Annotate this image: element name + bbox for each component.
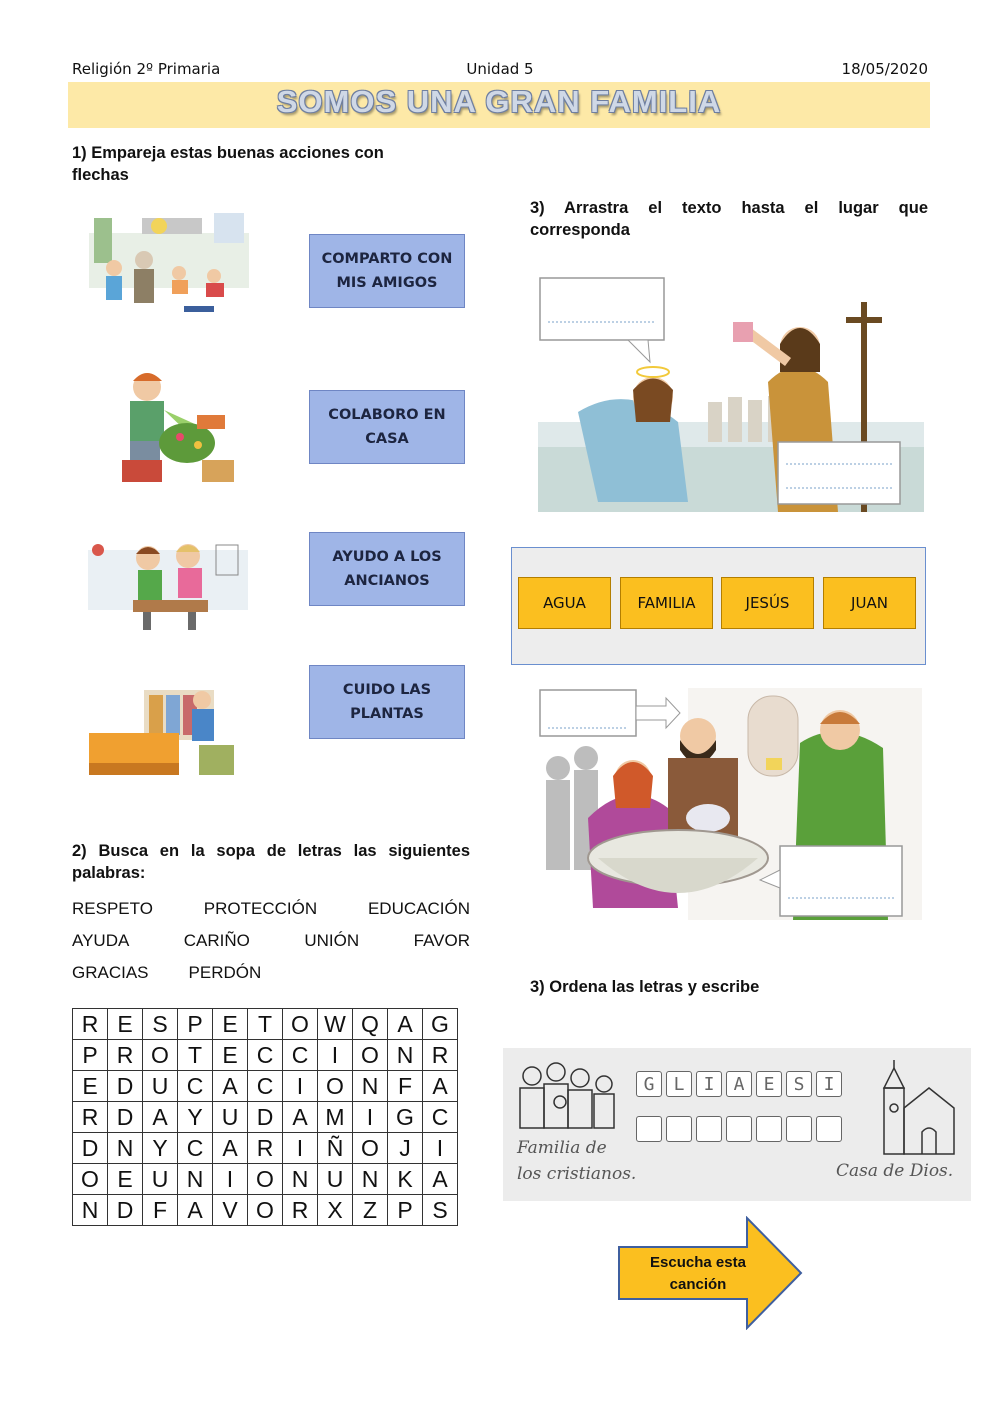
action-box-share[interactable]: COMPARTO CON MIS AMIGOS — [309, 234, 465, 308]
word-row: AYUDA CARIÑO UNIÓN FAVOR — [72, 931, 470, 950]
answer-box[interactable] — [636, 1116, 662, 1142]
answer-box[interactable] — [726, 1116, 752, 1142]
grid-cell[interactable]: I — [353, 1102, 388, 1133]
grid-cell[interactable]: C — [423, 1102, 458, 1133]
grid-cell[interactable]: O — [353, 1133, 388, 1164]
word-row: RESPETO PROTECCIÓN EDUCACIÓN — [72, 899, 470, 918]
scrambled-letter: L — [666, 1071, 692, 1097]
word-row: GRACIAS PERDÓN — [72, 963, 262, 982]
grid-cell[interactable]: U — [213, 1102, 248, 1133]
chip-agua[interactable]: AGUA — [518, 577, 611, 629]
scrambled-letter: A — [726, 1071, 752, 1097]
grid-cell[interactable]: A — [143, 1102, 178, 1133]
grid-cell[interactable]: D — [108, 1102, 143, 1133]
grid-cell[interactable]: R — [73, 1102, 108, 1133]
church-icon — [874, 1058, 960, 1162]
grid-cell[interactable]: N — [108, 1133, 143, 1164]
grid-cell[interactable]: X — [318, 1195, 353, 1226]
grid-cell[interactable]: U — [143, 1071, 178, 1102]
grid-cell[interactable]: K — [388, 1164, 423, 1195]
grid-cell[interactable]: D — [73, 1133, 108, 1164]
grid-cell[interactable]: Ñ — [318, 1133, 353, 1164]
answer-box[interactable] — [816, 1116, 842, 1142]
grid-cell[interactable]: C — [248, 1040, 283, 1071]
word-search-grid[interactable] — [72, 1008, 458, 1226]
grid-cell[interactable]: O — [353, 1040, 388, 1071]
grid-cell[interactable]: G — [423, 1009, 458, 1040]
grid-cell[interactable]: A — [213, 1133, 248, 1164]
grid-cell[interactable]: D — [108, 1071, 143, 1102]
grid-cell[interactable]: N — [388, 1040, 423, 1071]
grid-cell[interactable]: U — [318, 1164, 353, 1195]
grid-cell[interactable]: C — [248, 1071, 283, 1102]
grid-cell[interactable]: E — [108, 1009, 143, 1040]
grid-row — [73, 1009, 458, 1040]
grid-cell[interactable]: I — [283, 1071, 318, 1102]
grid-cell[interactable]: D — [108, 1195, 143, 1226]
grid-cell[interactable]: A — [423, 1071, 458, 1102]
grid-cell[interactable]: J — [388, 1133, 423, 1164]
grid-cell[interactable]: N — [178, 1164, 213, 1195]
grid-cell[interactable]: O — [143, 1040, 178, 1071]
grid-cell[interactable]: A — [283, 1102, 318, 1133]
grid-cell[interactable]: O — [283, 1009, 318, 1040]
caption-family: Familia de los cristianos. — [517, 1138, 637, 1184]
play-song-label[interactable]: Escucha esta canción — [650, 1254, 746, 1293]
grid-cell[interactable]: R — [423, 1040, 458, 1071]
grid-cell[interactable]: M — [318, 1102, 353, 1133]
grid-cell[interactable]: R — [73, 1009, 108, 1040]
caption-church: Casa de Dios. — [836, 1161, 954, 1181]
scrambled-letter: I — [816, 1071, 842, 1097]
grid-row — [73, 1133, 458, 1164]
grid-cell[interactable]: R — [283, 1195, 318, 1226]
baby-baptism-illustration — [538, 688, 922, 920]
answer-box[interactable] — [696, 1116, 722, 1142]
answer-box[interactable] — [786, 1116, 812, 1142]
word-list — [72, 893, 470, 989]
grid-cell[interactable]: R — [108, 1040, 143, 1071]
baptism-of-jesus-illustration — [538, 272, 924, 524]
grid-cell[interactable]: T — [178, 1040, 213, 1071]
q2-heading: 2) Busca en la sopa de letras las siguientes palabras: — [72, 842, 470, 882]
answer-box[interactable] — [666, 1116, 692, 1142]
grid-cell[interactable]: S — [143, 1009, 178, 1040]
header-subject: Religión 2º Primaria — [72, 60, 221, 78]
grid-cell[interactable]: A — [213, 1071, 248, 1102]
q1-heading: 1) Empareja estas buenas acciones con flechas — [72, 144, 384, 184]
grid-cell[interactable]: S — [423, 1195, 458, 1226]
scrambled-letter: G — [636, 1071, 662, 1097]
grid-cell[interactable]: N — [353, 1164, 388, 1195]
grid-cell[interactable]: Q — [353, 1009, 388, 1040]
grid-cell[interactable]: I — [213, 1164, 248, 1195]
child-tidying-room-illustration — [84, 685, 248, 785]
grid-cell[interactable]: N — [73, 1195, 108, 1226]
grid-cell[interactable]: Z — [353, 1195, 388, 1226]
grid-cell[interactable]: F — [143, 1195, 178, 1226]
scrambled-letter: E — [756, 1071, 782, 1097]
grid-cell[interactable]: I — [423, 1133, 458, 1164]
page-title: SOMOS UNA GRAN FAMILIA — [276, 84, 722, 119]
grid-row — [73, 1102, 458, 1133]
grid-cell[interactable]: G — [388, 1102, 423, 1133]
q3b-heading: 3) Ordena las letras y escribe — [530, 978, 760, 996]
grid-cell[interactable]: V — [213, 1195, 248, 1226]
chip-juan[interactable]: JUAN — [823, 577, 916, 629]
grid-row — [73, 1164, 458, 1195]
grid-row — [73, 1071, 458, 1102]
grid-cell[interactable]: W — [318, 1009, 353, 1040]
grid-cell[interactable]: A — [388, 1009, 423, 1040]
grid-cell[interactable]: C — [178, 1133, 213, 1164]
grid-cell[interactable]: Y — [178, 1102, 213, 1133]
grid-cell[interactable]: O — [248, 1195, 283, 1226]
grid-cell[interactable]: T — [248, 1009, 283, 1040]
scrambled-letter: I — [696, 1071, 722, 1097]
chip-jesus[interactable]: JESÚS — [721, 577, 814, 629]
grid-cell[interactable]: N — [283, 1164, 318, 1195]
family-group-icon — [512, 1058, 624, 1138]
chip-familia[interactable]: FAMILIA — [620, 577, 713, 629]
grid-cell[interactable]: N — [353, 1071, 388, 1102]
answer-box[interactable] — [756, 1116, 782, 1142]
header-unit: Unidad 5 — [466, 60, 534, 78]
grid-cell[interactable]: P — [73, 1040, 108, 1071]
grid-cell[interactable]: A — [178, 1195, 213, 1226]
children-playing-illustration — [88, 530, 248, 635]
grid-cell[interactable]: Y — [143, 1133, 178, 1164]
grid-cell[interactable]: C — [283, 1040, 318, 1071]
grid-cell[interactable]: F — [388, 1071, 423, 1102]
grid-cell[interactable]: A — [423, 1164, 458, 1195]
children-helping-elderly-illustration — [84, 198, 252, 323]
grid-cell[interactable]: I — [283, 1133, 318, 1164]
grid-cell[interactable]: O — [248, 1164, 283, 1195]
grid-row — [73, 1040, 458, 1071]
grid-cell[interactable]: R — [248, 1133, 283, 1164]
grid-row — [73, 1195, 458, 1226]
grid-cell[interactable]: E — [73, 1071, 108, 1102]
action-box-collaborate[interactable]: COLABORO EN CASA — [309, 390, 465, 464]
grid-cell[interactable]: C — [178, 1071, 213, 1102]
grid-cell[interactable]: D — [248, 1102, 283, 1133]
grid-cell[interactable]: O — [73, 1164, 108, 1195]
grid-cell[interactable]: P — [178, 1009, 213, 1040]
action-box-help-elderly[interactable]: AYUDO A LOS ANCIANOS — [309, 532, 465, 606]
grid-cell[interactable]: I — [318, 1040, 353, 1071]
scrambled-letter: S — [786, 1071, 812, 1097]
scrambled-letters — [636, 1071, 842, 1097]
grid-cell[interactable]: E — [108, 1164, 143, 1195]
action-box-plants[interactable]: CUIDO LAS PLANTAS — [309, 665, 465, 739]
grid-cell[interactable]: E — [213, 1009, 248, 1040]
header-date: 18/05/2020 — [841, 60, 928, 78]
q3a-heading: 3) Arrastra el texto hasta el lugar que corresponda — [530, 199, 928, 239]
grid-cell[interactable]: P — [388, 1195, 423, 1226]
answer-boxes — [636, 1116, 842, 1142]
grid-cell[interactable]: E — [213, 1040, 248, 1071]
grid-cell[interactable]: U — [143, 1164, 178, 1195]
grid-cell[interactable]: O — [318, 1071, 353, 1102]
boy-watering-plants-illustration — [102, 365, 252, 490]
